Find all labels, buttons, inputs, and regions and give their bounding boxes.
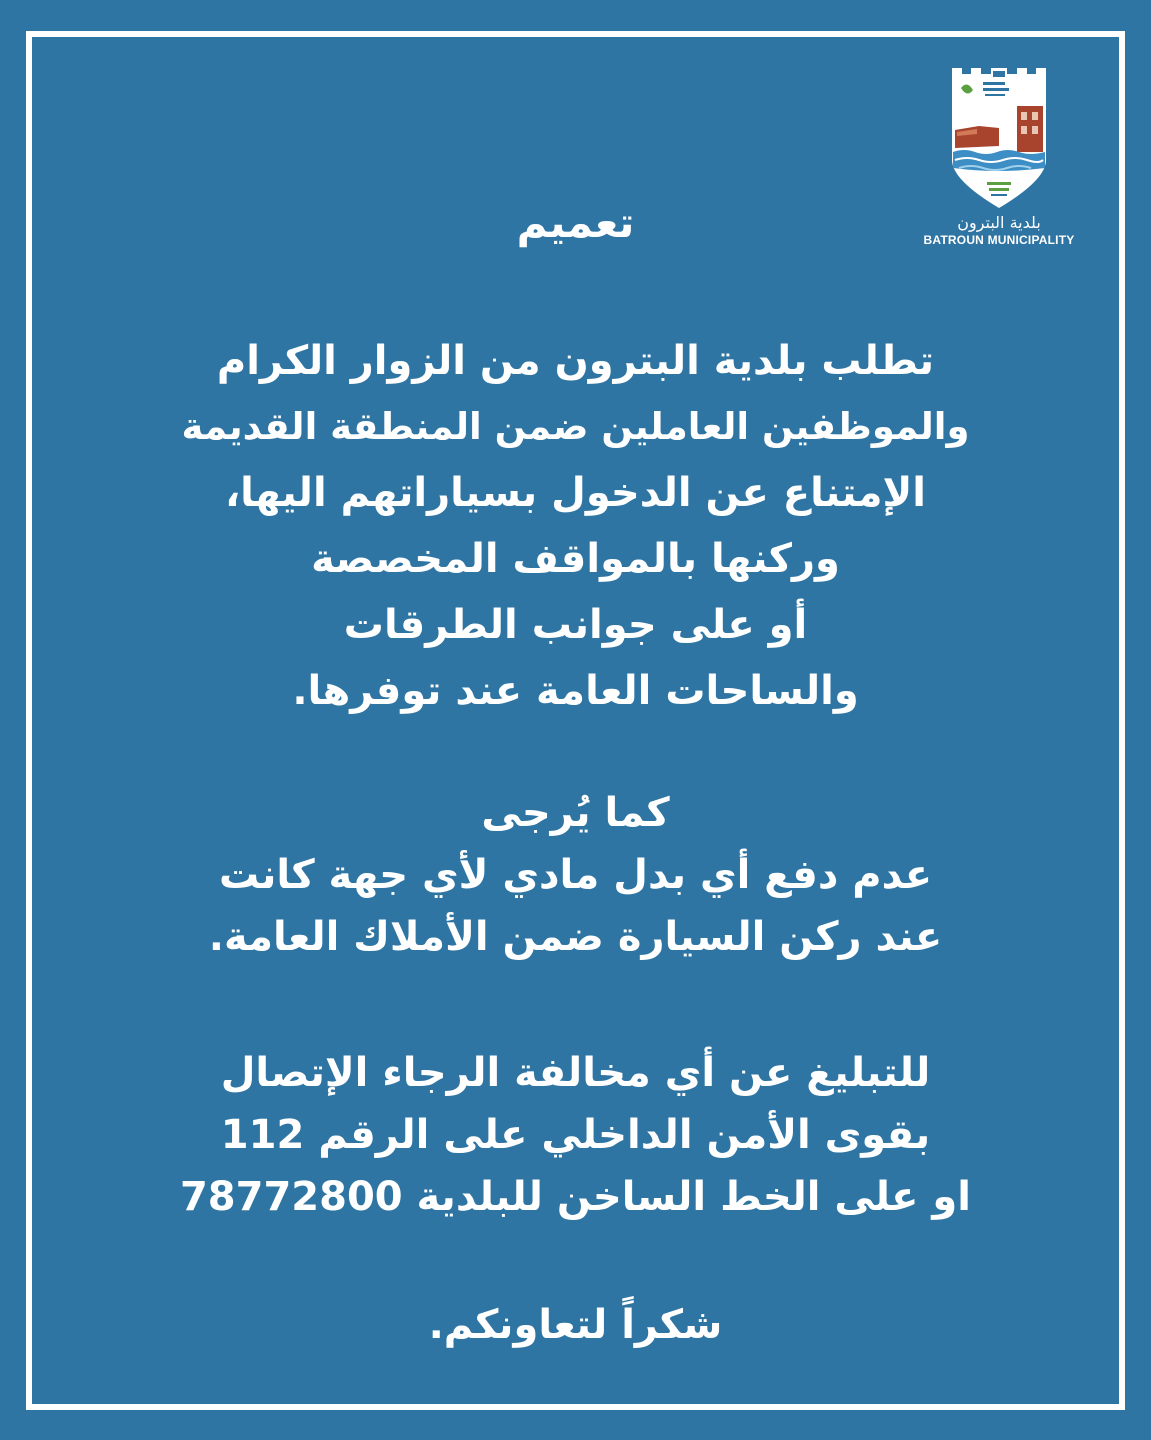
paragraph-1-line: أو على جوانب الطرقات [343,602,808,648]
paragraph-3-line: للتبليغ عن أي مخالفة الرجاء الإتصال [220,1050,931,1096]
batroun-crest-icon [949,68,1049,210]
notice-closing [40,1294,1111,1356]
paragraph-2-line: عدم دفع أي بدل مادي لأي جهة كانت [218,852,933,898]
paragraph-1-line: والموظفين العاملين ضمن المنطقة القديمة [181,405,970,448]
paragraph-3-line: او على الخط الساخن للبلدية 78772800 [179,1174,972,1220]
paragraph-1-line: تطلب بلدية البترون من الزوار الكرام [216,338,935,384]
notice-paragraph-2 [40,782,1111,968]
notice-paragraph-3 [40,1042,1111,1228]
notice-paragraph-1 [40,328,1111,724]
notice-title: تعميم [516,198,635,247]
logo-english-name: BATROUN MUNICIPALITY [923,233,1075,247]
paragraph-3-line: بقوى الأمن الداخلي على الرقم 112 [220,1112,931,1158]
paragraph-2-line: كما يُرجى [481,790,670,836]
logo-arabic-name: بلدية البترون [957,213,1041,232]
paragraph-1-line: الإمتناع عن الدخول بسياراتهم اليها، [224,470,926,516]
closing-line: شكراً لتعاونكم. [428,1302,723,1348]
paragraph-1-line: وركنها بالمواقف المخصصة [311,536,840,582]
paragraph-2-line: عند ركن السيارة ضمن الأملاك العامة. [208,914,943,960]
paragraph-1-line: والساحات العامة عند توفرها. [292,668,859,714]
